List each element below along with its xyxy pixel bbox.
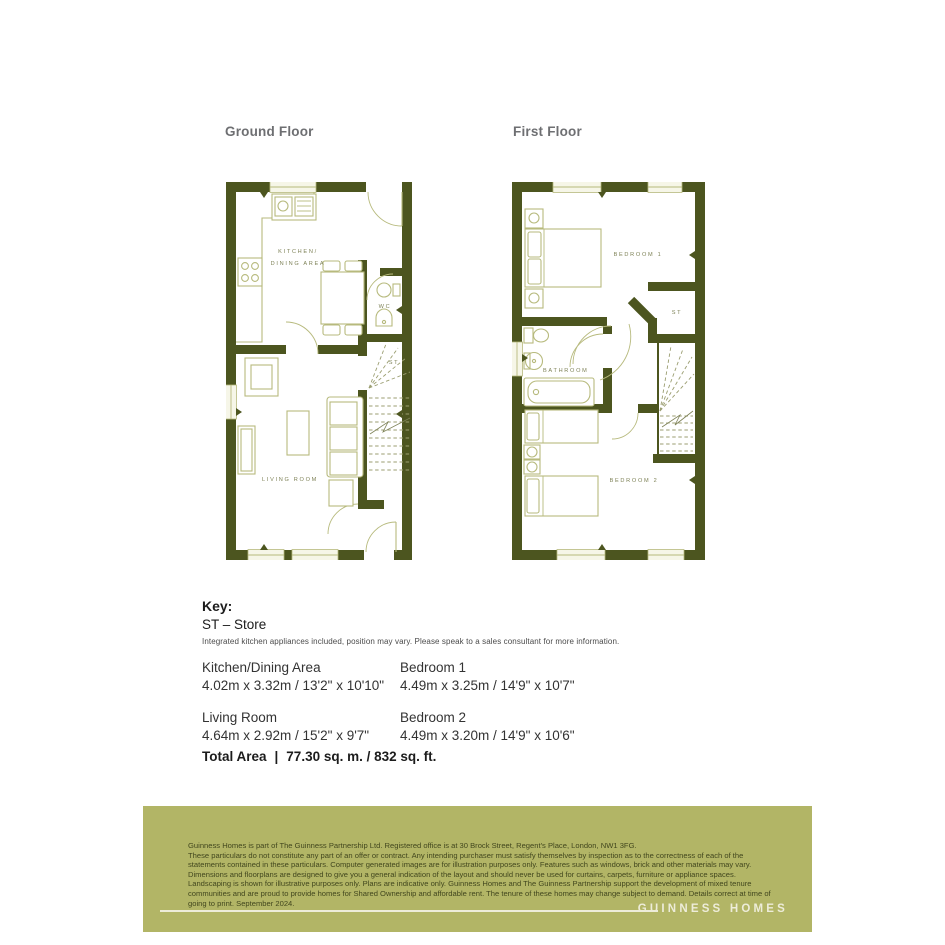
footer-band <box>143 806 812 932</box>
first-floor-plan <box>512 182 712 560</box>
dimension-room-name: Bedroom 1 <box>400 660 467 675</box>
dimension-bedroom1 <box>400 660 700 693</box>
key-note: Integrated kitchen appliances included, position may vary. Please speak to a sales consultant for more information. <box>202 637 620 646</box>
first-floor-title: First Floor <box>513 124 582 139</box>
ground-floor-plan <box>226 182 426 560</box>
dimension-room-name: Kitchen/Dining Area <box>202 660 321 675</box>
room-label-living-room: LIVING ROOM <box>262 477 318 483</box>
tv-unit <box>245 358 278 396</box>
dimension-room-name: Bedroom 2 <box>400 710 467 725</box>
room-label-bathroom: BATHROOM <box>543 368 589 374</box>
room-label-kitchen-line1: KITCHEN/ <box>278 249 318 255</box>
coffee-table <box>287 411 309 455</box>
key-section <box>202 598 619 646</box>
key-heading: Key: <box>202 598 233 614</box>
hob <box>238 258 262 286</box>
room-label-store-ff: ST <box>671 310 683 316</box>
legal-body: These particulars do not constitute any part of an offer or contract. Any intending purchaser must satisfy themselves by inspection as to the correctness of each of the statements contained in these particulars. Computer generated images are for illustration purposes only. Features such as windows, brick and other materials may vary. Dimensions and floorplans are designed to give you a general indication of the layout and should never be used for curtains, carpets, furniture or appliance spaces. Landscaping is shown for illustrative purposes only. Plans are indicative only. Guinness Homes and The Guinness Partnership support the development of mixed tenure communities and are proud to provide homes for Shared Ownership and affordable rent. The tenure of these homes may change subject to demand. Details correct at time of going to print. September 2024. <box>188 850 771 908</box>
total-area-label: Total Area <box>202 749 267 764</box>
bedroom1-bed <box>525 209 601 308</box>
total-area-value: 77.30 sq. m. / 832 sq. ft. <box>286 749 437 764</box>
dimension-room-size: 4.64m x 2.92m / 15'2" x 9'7" <box>202 728 370 743</box>
legal-line1: Guinness Homes is part of The Guinness Partnership Ltd. Registered office is at 30 Brock Street, Regent's Place, London, NW1 3FG. <box>188 841 637 850</box>
room-label-bedroom2: BEDROOM 2 <box>609 478 659 484</box>
total-area <box>202 749 436 764</box>
room-label-kitchen-line2: DINING AREA <box>270 261 326 267</box>
dimension-bedroom2 <box>400 710 700 743</box>
dimension-living-room <box>202 710 400 743</box>
dimension-room-size: 4.02m x 3.32m / 13'2" x 10'10" <box>202 678 385 693</box>
sofa <box>327 397 363 506</box>
guinness-homes-logo: GUINNESS HOMES <box>637 903 788 915</box>
dining-table <box>321 261 364 335</box>
room-label-bedroom1: BEDROOM 1 <box>613 252 663 258</box>
dimension-room-name: Living Room <box>202 710 278 725</box>
bedroom2-beds <box>524 410 598 516</box>
dimension-room-size: 4.49m x 3.20m / 14'9" x 10'6" <box>400 728 575 743</box>
total-area-separator: | <box>274 749 279 764</box>
stairs <box>660 346 694 451</box>
ground-floor-title: Ground Floor <box>225 124 314 139</box>
dimension-room-size: 4.49m x 3.25m / 14'9" x 10'7" <box>400 678 575 693</box>
bathroom-fixtures <box>524 328 594 406</box>
side-table <box>238 426 255 474</box>
room-label-wc: WC <box>378 304 392 310</box>
windows <box>226 182 338 560</box>
logo-rule <box>160 910 658 912</box>
dimension-kitchen <box>202 660 400 693</box>
legal-text <box>188 841 773 908</box>
room-label-store-gf: ST <box>388 360 400 366</box>
dimensions-grid <box>202 660 700 743</box>
key-entry-store: ST – Store <box>202 617 267 632</box>
